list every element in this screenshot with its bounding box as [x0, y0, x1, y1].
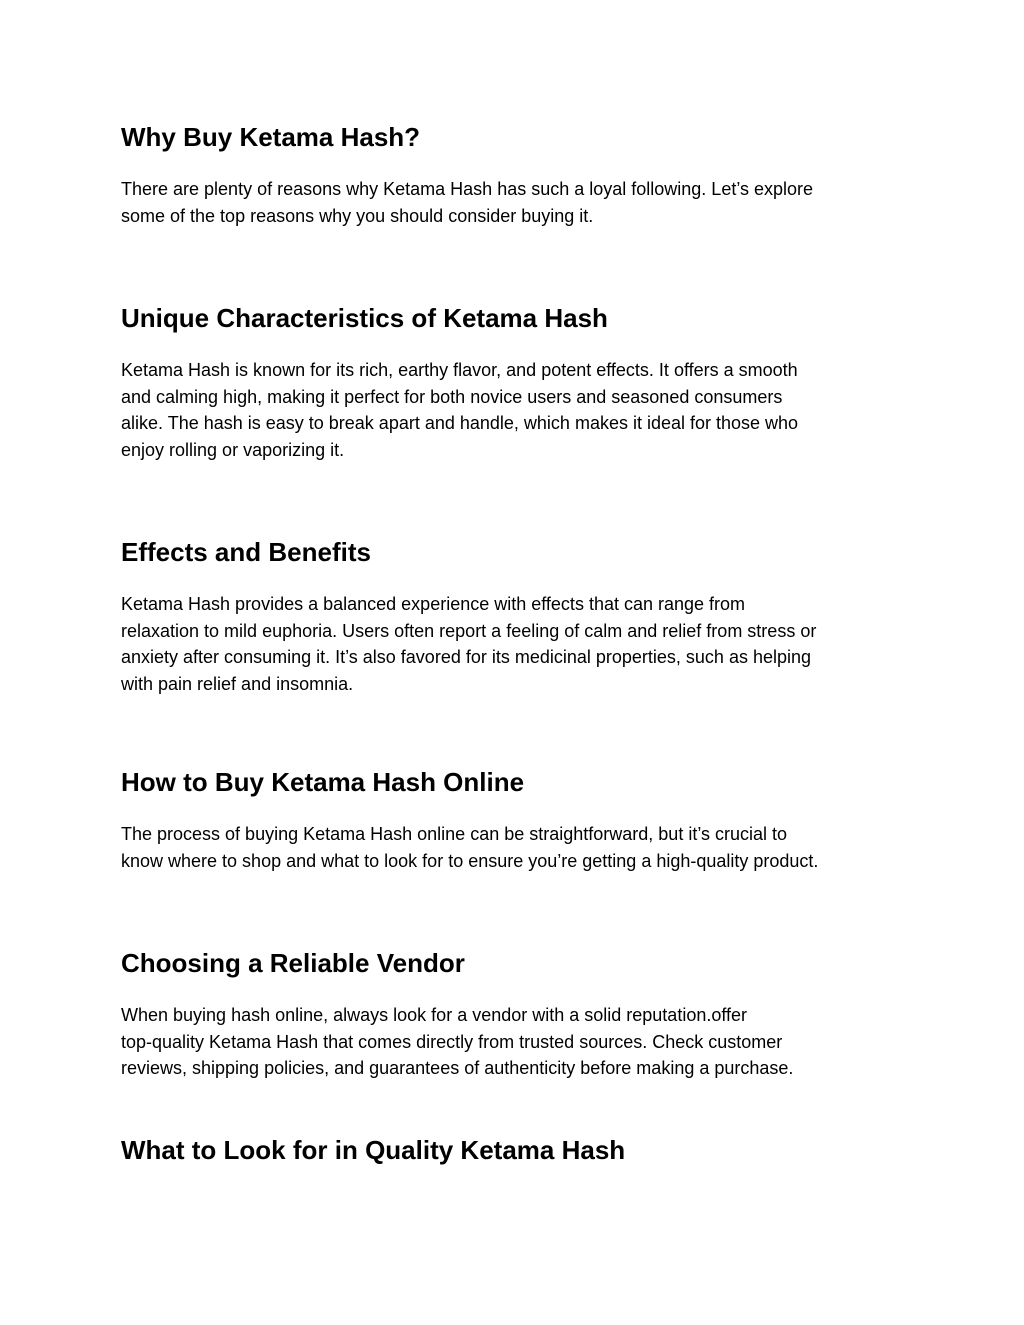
section-heading: Why Buy Ketama Hash? — [121, 122, 421, 152]
section-heading: Choosing a Reliable Vendor — [121, 948, 465, 978]
paragraph-line: relaxation to mild euphoria. Users often report a feeling of calm and relief from stress or — [121, 620, 817, 641]
section-paragraph — [121, 821, 911, 874]
paragraph-line: alike. The hash is easy to break apart and handle, which makes it ideal for those who — [121, 413, 799, 434]
section-heading: How to Buy Ketama Hash Online — [121, 767, 525, 797]
section-paragraph — [121, 591, 911, 697]
paragraph-line: top-quality Ketama Hash that comes directly from trusted sources. Check customer — [121, 1031, 783, 1052]
paragraph-line: reviews, shipping policies, and guarantees of authenticity before making a purchase. — [121, 1058, 794, 1079]
section-paragraph — [121, 357, 911, 463]
paragraph-line: some of the top reasons why you should consider buying it. — [121, 205, 594, 226]
paragraph-line: Ketama Hash provides a balanced experience with effects that can range from — [121, 594, 746, 614]
paragraph-line: The process of buying Ketama Hash online can be straightforward, but it’s crucial to — [121, 824, 788, 844]
section-paragraph — [121, 176, 911, 229]
paragraph-line: enjoy rolling or vaporizing it. — [121, 439, 345, 460]
paragraph-line: Ketama Hash is known for its rich, earthy flavor, and potent effects. It offers a smooth — [121, 360, 798, 380]
section-reliable-vendor — [121, 948, 911, 978]
section-quality — [121, 1135, 911, 1165]
section-effects-benefits — [121, 537, 911, 567]
section-unique-characteristics — [121, 303, 911, 333]
section-why-buy — [121, 122, 911, 152]
section-how-to-buy — [121, 767, 911, 797]
paragraph-line: anxiety after consuming it. It’s also favored for its medicinal properties, such as helping — [121, 647, 812, 668]
section-heading: Unique Characteristics of Ketama Hash — [121, 303, 608, 333]
section-heading: Effects and Benefits — [121, 537, 371, 567]
paragraph-line: with pain relief and insomnia. — [121, 673, 354, 694]
section-paragraph — [121, 1002, 911, 1082]
paragraph-line: know where to shop and what to look for to ensure you’re getting a high-quality product. — [121, 850, 819, 871]
paragraph-line: and calming high, making it perfect for both novice users and seasoned consumers — [121, 386, 783, 407]
paragraph-line: When buying hash online, always look for a vendor with a solid reputation.offer — [121, 1005, 748, 1025]
paragraph-line: There are plenty of reasons why Ketama Hash has such a loyal following. Let’s explore — [121, 179, 814, 199]
section-heading: What to Look for in Quality Ketama Hash — [121, 1135, 626, 1165]
